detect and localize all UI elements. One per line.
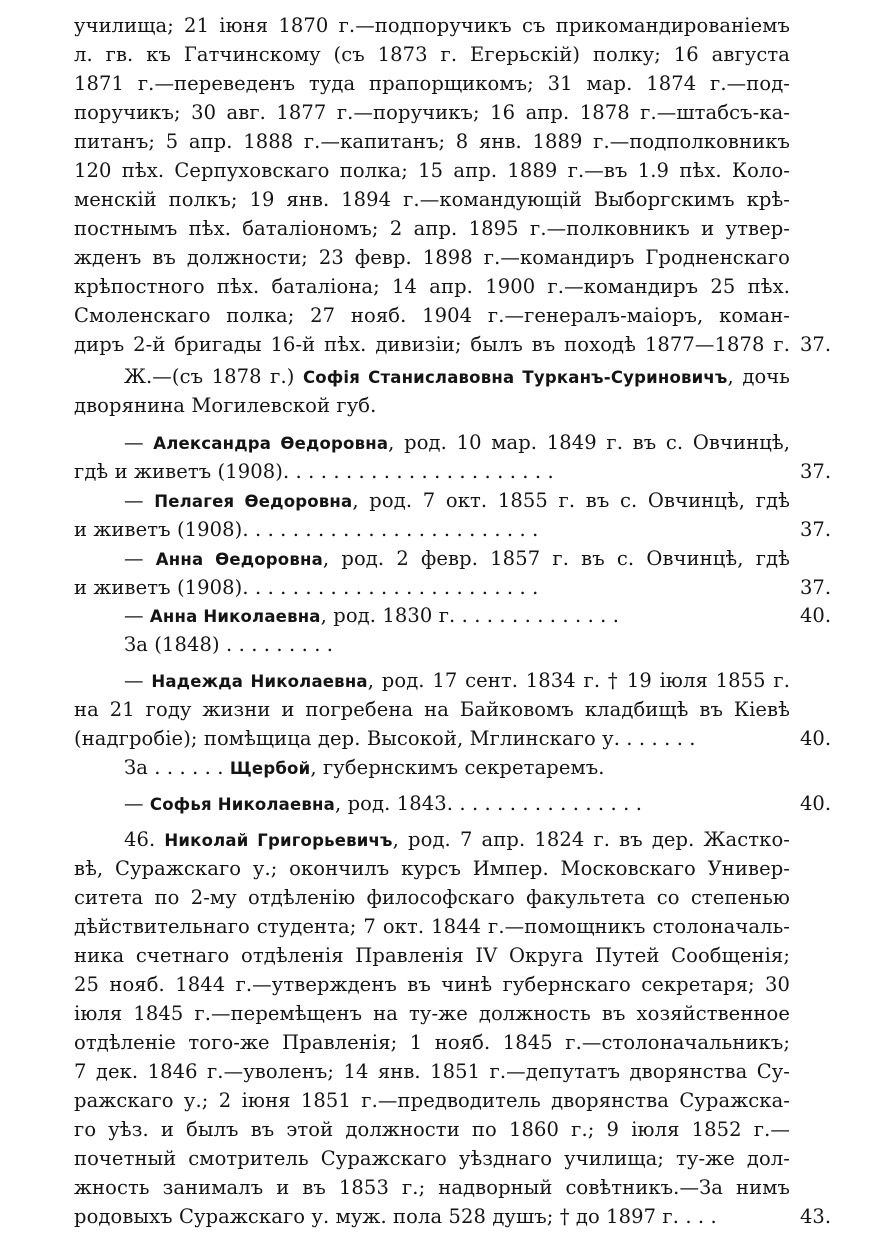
text-line: поручикъ; 30 авг. 1877 г.—поручикъ; 16 апр. 1878 г.—штабсъ-ка- <box>74 101 790 124</box>
page-reference: 37. <box>800 576 832 599</box>
text-line: 7 дек. 1846 г.—уволенъ; 14 янв. 1851 г.—депутатъ дворянства Су- <box>74 1060 790 1083</box>
text-line: крѣпостного пѣх. баталіона; 14 апр. 1900 г.—командиръ 25 пѣх. <box>74 275 790 298</box>
text-line: 120 пѣх. Серпуховскаго полка; 15 апр. 1889 г.—въ 1.9 пѣх. Коло- <box>74 159 790 182</box>
text-line: Ж.—(съ 1878 г.) Софія Станиславовна Турканъ-Суриновичъ, дочь <box>124 365 790 388</box>
page-reference: 40. <box>800 604 832 627</box>
text-line: ражскаго у.; 2 іюня 1851 г.—предводитель дворянства Суражска- <box>74 1089 790 1112</box>
text-line: вѣ, Суражскаго у.; окончилъ курсъ Импер. Московскаго Универ- <box>74 857 790 880</box>
text-line: л. гв. къ Гатчинскому (съ 1873 г. Егерьскій) полку; 16 августа <box>74 43 790 66</box>
text-line: училища; 21 іюня 1870 г.—подпоручикъ съ прикомандированіемъ <box>74 14 790 37</box>
text-line: и живетъ (1908). . . . . . . . . . . . . . . . . . . . . . . . <box>74 576 539 599</box>
text-line: За . . . . . . Щербой, губернскимъ секретаремъ. <box>124 756 605 779</box>
text-line: — Александра Ѳедоровна, род. 10 мар. 1849 г. въ с. Овчинцѣ, <box>124 431 790 454</box>
text-line: жденъ въ должности; 23 февр. 1898 г.—командиръ Гродненскаго <box>74 246 790 269</box>
person-name: Анна Ѳедоровна <box>155 550 323 569</box>
text-line: почетный смотритель Суражскаго уѣзднаго училища; ту-же дол- <box>74 1147 790 1170</box>
text-line: 46. Николай Григорьевичъ, род. 7 апр. 1824 г. въ дер. Жастко- <box>124 828 790 851</box>
text-line: го уѣз. и былъ въ этой должности по 1860 г.; 9 іюля 1852 г.— <box>74 1118 790 1141</box>
text-line: Смоленскаго полка; 27 нояб. 1904 г.—генералъ-маіоръ, коман- <box>74 304 790 327</box>
page-reference: 40. <box>800 727 832 750</box>
person-name: Александра Ѳедоровна <box>153 434 389 453</box>
text-line: гдѣ и живетъ (1908). . . . . . . . . . . . . . . . . . . . . . <box>74 460 554 483</box>
text-line: 25 нояб. 1844 г.—утвержденъ въ чинѣ губернскаго секретаря; 30 <box>74 973 790 996</box>
text-line: питанъ; 5 апр. 1888 г.—капитанъ; 8 янв. 1889 г.—подполковникъ <box>74 130 790 153</box>
text-line: дворянина Могилевской губ. <box>74 394 377 417</box>
text-line: — Пелагея Ѳедоровна, род. 7 окт. 1855 г. въ с. Овчинцѣ, гдѣ <box>124 489 790 512</box>
text-line: іюля 1845 г.—перемѣщенъ на ту-же должность въ хозяйственное <box>74 1002 790 1025</box>
page-reference: 37. <box>800 333 832 356</box>
text-line: отдѣленіе того-же Правленія; 1 нояб. 1845 г.—столоначальникъ; <box>74 1031 790 1054</box>
text-line: — Софья Николаевна, род. 1843. . . . . . . . . . . . . . . . <box>124 792 643 815</box>
text-line: жность занималъ и въ 1853 г.; надворный совѣтникъ.—За нимъ <box>74 1176 790 1199</box>
text-line: 1871 г.—переведенъ туда прапорщикомъ; 31 мар. 1874 г.—под- <box>74 72 790 95</box>
text-line: родовыхъ Суражскаго у. муж. пола 528 душъ; † до 1897 г. . . . <box>74 1205 717 1228</box>
text-line: ника счетнаго отдѣленія Правленія IV Округа Путей Сообщенія; <box>74 944 790 967</box>
text-line: менскій полкъ; 19 янв. 1894 г.—командующій Выборгскимъ крѣ- <box>74 188 790 211</box>
text-line: ситета по 2-му отдѣленію философскаго факультета со степенью <box>74 886 790 909</box>
person-name: Надежда Николаевна <box>151 672 368 691</box>
text-line: — Надежда Николаевна, род. 17 сент. 1834 г. † 19 іюля 1855 г. <box>124 669 790 692</box>
text-line: — Анна Николаевна, род. 1830 г. . . . . . . . . . . . . . <box>124 604 620 627</box>
text-line: на 21 году жизни и погребена на Байковомъ кладбищѣ въ Кіевѣ <box>74 698 790 721</box>
person-name: Софія Станиславовна Турканъ-Суриновичъ <box>302 368 728 387</box>
page-reference: 37. <box>800 460 832 483</box>
text-line: постнымъ пѣх. баталіономъ; 2 апр. 1895 г.—полковникъ и утвер- <box>74 217 790 240</box>
text-line: и живетъ (1908). . . . . . . . . . . . . . . . . . . . . . . . <box>74 518 539 541</box>
page-reference: 37. <box>800 518 832 541</box>
person-name: Николай Григорьевичъ <box>164 831 393 850</box>
page-reference: 43. <box>800 1205 832 1228</box>
person-name: Анна Николаевна <box>149 607 321 626</box>
person-name: Щербой <box>229 759 311 778</box>
person-name: Софья Николаевна <box>149 795 335 814</box>
text-line: (надгробіе); помѣщица дер. Высокой, Мглинскаго у. . . . . . . <box>74 727 696 750</box>
text-line: диръ 2-й бригады 16-й пѣх. дивизіи; былъ въ походѣ 1877—1878 г. <box>74 333 790 356</box>
person-name: Пелагея Ѳедоровна <box>154 492 353 511</box>
page-reference: 40. <box>800 792 832 815</box>
text-line: — Анна Ѳедоровна, род. 2 февр. 1857 г. въ с. Овчинцѣ, гдѣ <box>124 547 790 570</box>
text-line: дѣйствительнаго студента; 7 окт. 1844 г.—помощникъ столоначаль- <box>74 915 790 938</box>
text-line: За (1848) . . . . . . . . . <box>124 633 334 656</box>
